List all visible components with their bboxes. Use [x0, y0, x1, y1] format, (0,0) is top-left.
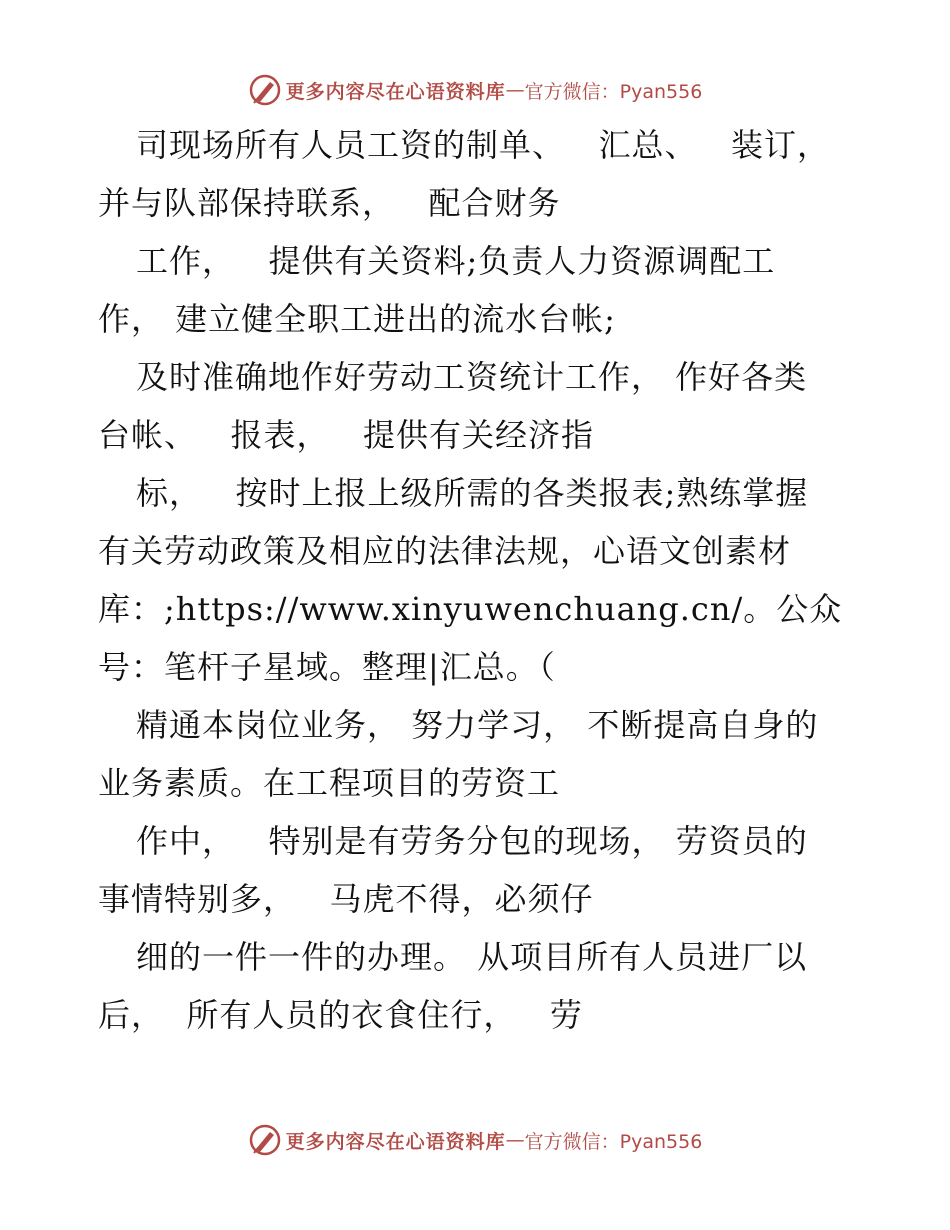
body-line: 作， 建立健全职工进出的流水台帐; [98, 300, 616, 338]
header-banner [0, 70, 950, 110]
footer-contact-text: 官方微信：Pyan556 [524, 1130, 703, 1153]
body-line: 并与队部保持联系， 配合财务 [98, 184, 561, 222]
body-line: 有关劳动政策及相应的法律法规，心语文创素材 [98, 532, 792, 570]
header-contact-text: 官方微信：Pyan556 [524, 80, 703, 103]
body-line: 及时准确地作好劳动工资统计工作， 作好各类 [136, 358, 808, 396]
body-line: 标， 按时上报上级所需的各类报表;熟练掌握 [136, 474, 809, 512]
body-line: 细的一件一件的办理。 从项目所有人员进厂以 [136, 938, 808, 976]
footer-dash: — [505, 1129, 525, 1151]
body-line: 作中， 特别是有劳务分包的现场， 劳资员的 [136, 822, 808, 860]
header-brand-text: 更多内容尽在心语资料库 [285, 80, 506, 103]
body-line: 工作， 提供有关资料;负责人力资源调配工 [136, 242, 776, 280]
body-line: 精通本岗位业务， 努力学习， 不断提高自身的 [136, 706, 819, 744]
body-line: 库：;https://www.xinyuwenchuang.cn/。公众 [98, 590, 843, 628]
document-body [98, 116, 878, 1044]
body-line: 业务素质。在工程项目的劳资工 [98, 764, 561, 802]
body-line: 号：笔杆子星域。整理|汇总。（ [98, 648, 556, 686]
footer-banner [0, 1120, 950, 1160]
pen-seal-icon [248, 73, 282, 107]
pen-seal-icon [248, 1123, 282, 1157]
header-dash: — [505, 79, 525, 101]
body-line: 事情特别多， 马虎不得，必须仔 [98, 880, 594, 918]
body-line: 台帐、 报表， 提供有关经济指 [98, 416, 595, 454]
body-line: 司现场所有人员工资的制单、 汇总、 装订， [136, 126, 831, 164]
body-line: 后， 所有人员的衣食住行， 劳 [98, 996, 583, 1034]
footer-brand-text: 更多内容尽在心语资料库 [285, 1130, 506, 1153]
